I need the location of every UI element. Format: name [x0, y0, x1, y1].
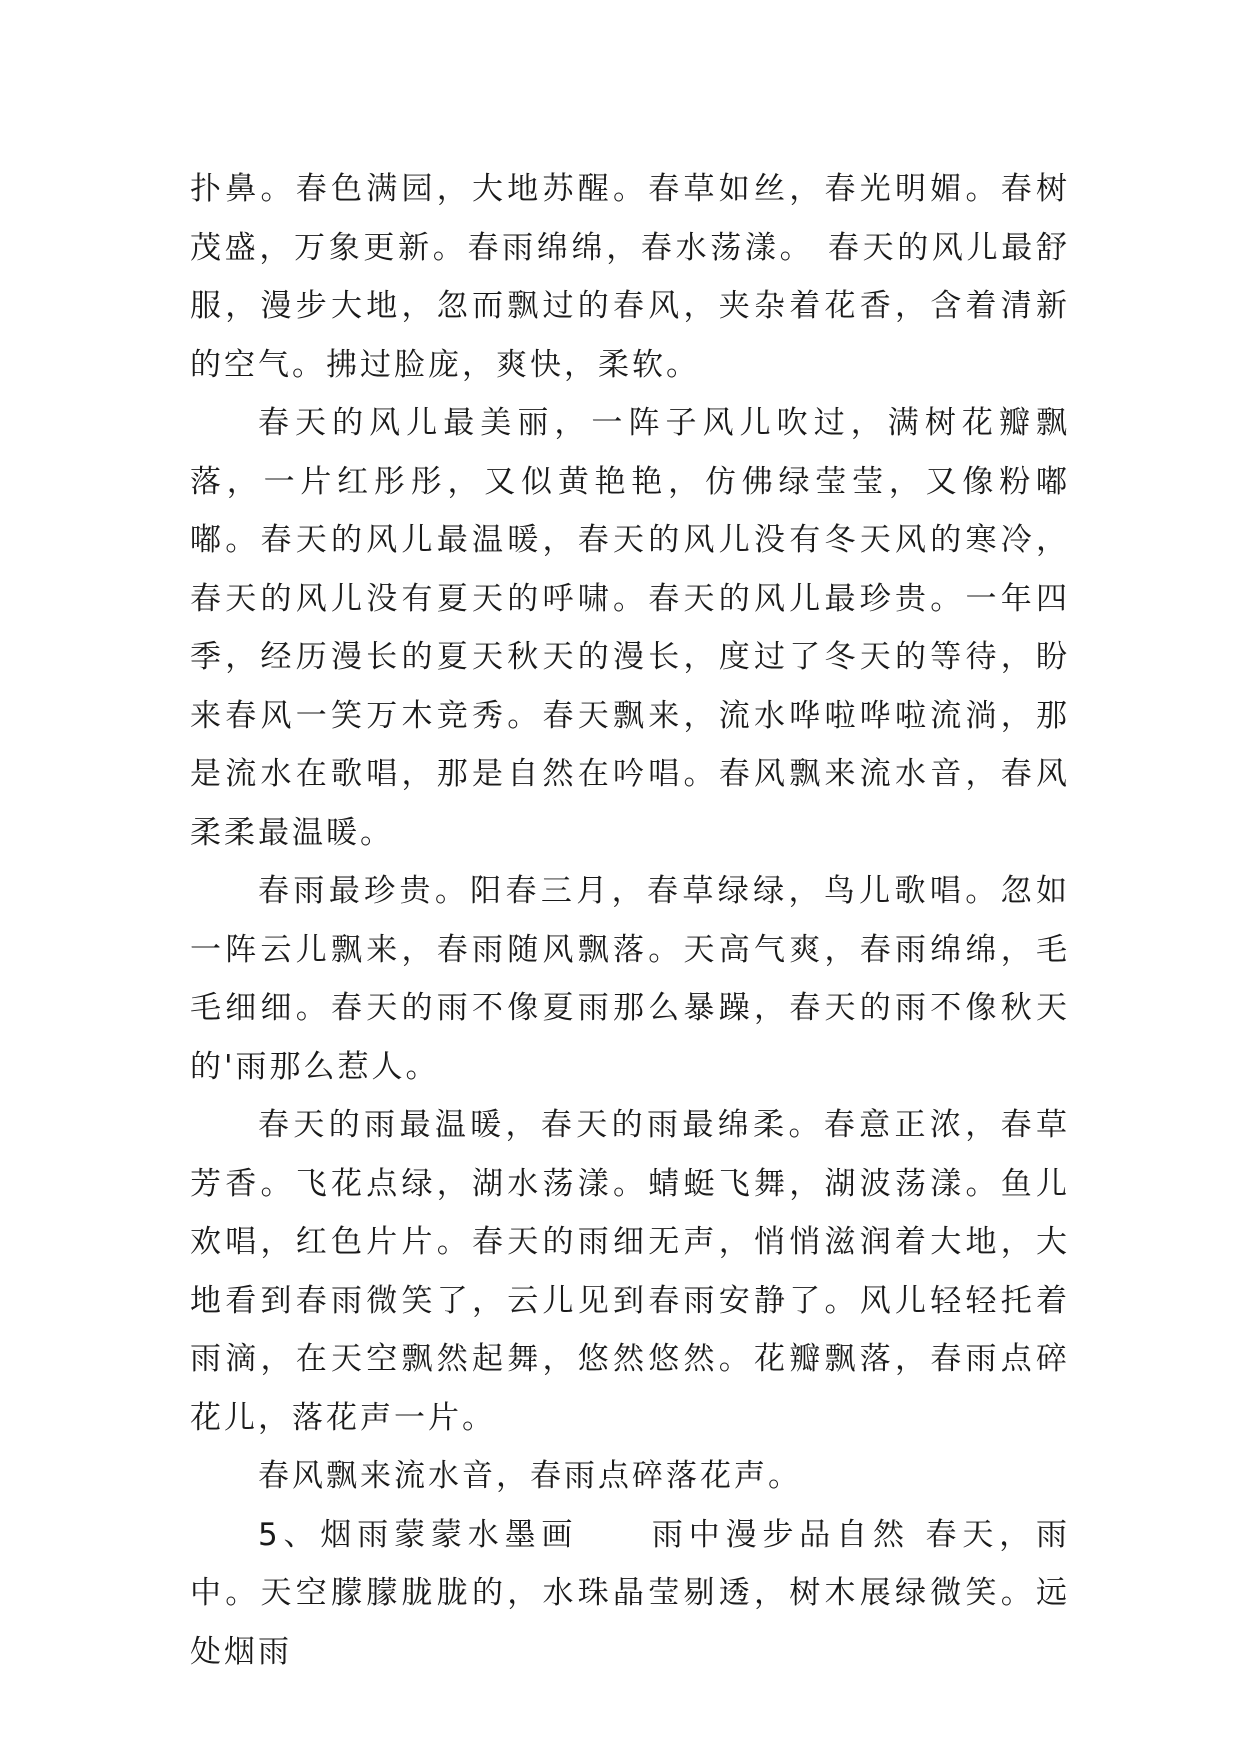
paragraph-4: 春天的雨最温暖，春天的雨最绵柔。春意正浓，春草芳香。飞花点绿，湖水荡漾。蜻蜓飞舞，湖波荡漾。鱼儿欢唱，红色片片。春天的雨细无声，悄悄滋润着大地，大地看到春雨微笑了，云儿见到春雨安静了。风儿轻轻托着雨滴，在天空飘然起舞，悠然悠然。花瓣飘落，春雨点碎花儿，落花声一片。: [190, 1107, 1070, 1436]
paragraph-2: 春天的风儿最美丽，一阵子风儿吹过，满树花瓣飘落，一片红彤彤，又似黄艳艳，仿佛绿莹莹，又像粉嘟嘟。春天的风儿最温暖，春天的风儿没有冬天风的寒冷，春天的风儿没有夏天的呼啸。春天的风儿最珍贵。一年四季，经历漫长的夏天秋天的漫长，度过了冬天的等待，盼来春风一笑万木竞秀。春天飘来，流水哗啦哗啦流淌，那是流水在歌唱，那是自然在吟唱。春风飘来流水音，春风柔柔最温暖。: [190, 405, 1070, 851]
document-body: [190, 160, 1070, 1681]
paragraph-6: 5、烟雨蒙蒙水墨画 雨中漫步品自然 春天，雨中。天空朦朦胧胧的，水珠晶莹剔透，树木展绿微笑。远处烟雨: [190, 1516, 1070, 1670]
paragraph-3: 春雨最珍贵。阳春三月，春草绿绿，鸟儿歌唱。忽如一阵云儿飘来，春雨随风飘落。天高气爽，春雨绵绵，毛毛细细。春天的雨不像夏雨那么暴躁，春天的雨不像秋天的'雨那么惹人。: [190, 873, 1070, 1085]
paragraph-5: 春风飘来流水音，春雨点碎落花声。: [258, 1458, 802, 1494]
paragraph-1: 扑鼻。春色满园，大地苏醒。春草如丝，春光明媚。春树茂盛，万象更新。春雨绵绵，春水荡漾。 春天的风儿最舒服，漫步大地，忽而飘过的春风，夹杂着花香，含着清新的空气。拂过脸庞，爽快，柔软。: [190, 171, 1070, 383]
